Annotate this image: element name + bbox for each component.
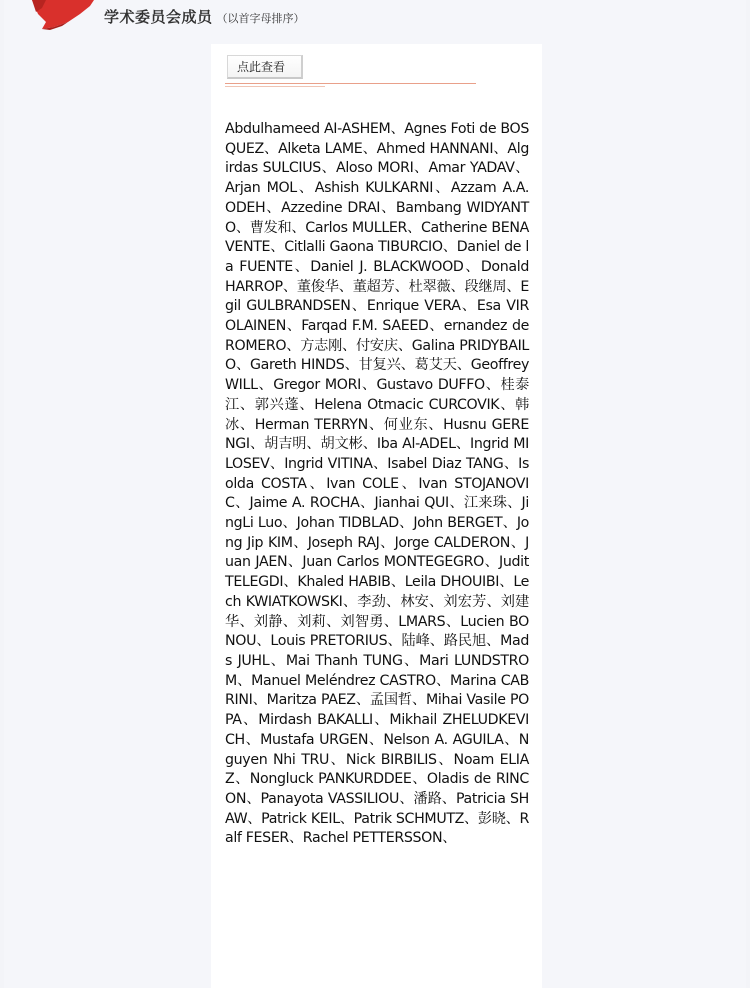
content-panel	[4, 0, 746, 988]
members-card	[211, 44, 542, 988]
view-members-button[interactable]: 点此查看	[227, 55, 303, 79]
divider-line	[225, 83, 476, 84]
section-title	[104, 6, 305, 27]
committee-title: 学术委员会成员	[104, 8, 213, 26]
members-list-text: Abdulhameed AI-ASHEM、Agnes Foti de BOSQUEZ、Alketa LAME、Ahmed HANNANI、Algirdas SULCIUS、Aloso MORI、Amar YADAV、Arjan MOL、Ashish KULKARNI、Azzam A.A. ODEH、Azzedine DRAI、Bambang WIDYANTO、曹发和、Carlos MULLER、Catherine BENAVENTE、Citlalli Gaona TIBURCIO、Daniel de la FUENTE、Daniel J. BLACKWOOD、Donald HARROP、董俊华、董超芳、杜翠薇、段继周、Egil GULBRANDSEN、Enrique VERA、Esa VIROLAINEN、Farqad F.M. SAEED、ernandez de ROMERO、方志刚、付安庆、Galina PRIDYBAILO、Gareth HINDS、甘复兴、葛艾天、Geoffrey WILL、Gregor MORI、Gustavo DUFFO、桂泰江、郭兴蓬、Helena Otmacic CURCOVIK、韩冰、Herman TERRYN、何业东、Husnu GERENGI、胡吉明、胡文彬、Iba Al-ADEL、Ingrid MILOSEV、Ingrid VITINA、Isabel Diaz TANG、Isolda COSTA、Ivan COLE、Ivan STOJANOVIC、Jaime A. ROCHA、Jianhai QUI、江来珠、JingLi Luo、Johan TIDBLAD、John BERGET、Jong Jip KIM、Joseph RAJ、Jorge CALDERON、Juan JAEN、Juan Carlos MONTEGEGRO、Judit TELEGDI、Khaled HABIB、Leila DHOUIBI、Lech KWIATKOWSKI、李劲、林安、刘宏芳、刘建华、刘静、刘莉、刘智勇、LMARS、Lucien BONOU、Louis PRETORIUS、陆峰、路民旭、Mads JUHL、Mai Thanh TUNG、Mari LUNDSTROM、Manuel Meléndrez CASTRO、Marina CABRINI、Maritza PAEZ、孟国哲、Mihai Vasile POPA、Mirdash BAKALLI、Mikhail ZHELUDKEVICH、Mustafa URGEN、Nelson A. AGUILA、Nguyen Nhi TRU、Nick BIRBILIS、Noam ELIAZ、Nongluck PANKURDDEE、Oladis de RINCON、Panayota VASSILIOU、潘路、Patricia SHAW、Patrick KEIL、Patrik SCHMUTZ、彭晓、Ralf FESER、Rachel PETTERSSON、	[225, 121, 529, 847]
red-ribbon-decoration	[32, 0, 94, 30]
divider-line-accent	[225, 86, 325, 87]
sort-note: （以首字母排序）	[216, 12, 305, 25]
